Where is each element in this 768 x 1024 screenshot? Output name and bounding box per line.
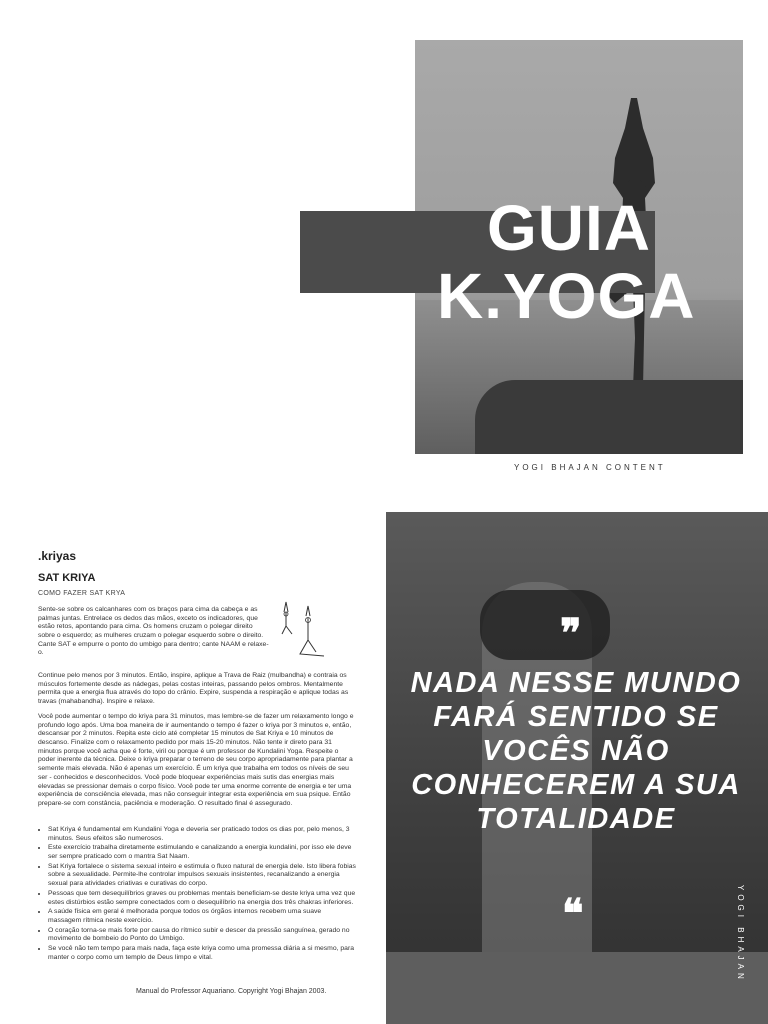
cover-title-line-1: GUIA [487, 192, 651, 264]
list-item: • O coração torna-se mais forte por causa do rítmico subir e descer da pressão sanguínea, gerado no movimento de bombeio do Ponto do Umbigo. [48, 927, 356, 944]
list-item: • Pessoas que tem desequilíbrios graves ou problemas mentais beneficiam-se deste kriya uma vez que estes distúrbios estão sempre conectados com o desequilíbrio na energia dos três chakras inferiores. [48, 890, 356, 907]
instruction-paragraph-2: Continue pelo menos por 3 minutos. Então, inspire, aplique a Trava de Raiz (mulbandha) e contraia os músculos fortemente desde as nádegas, pelas costas inteiras, passando pelos ombros. Mentalmente permita que a energia flua através do topo do crânio. Expire, suspenda a respiração e aplique todas as travas (mahabandha). Inspire e relaxe. [38, 672, 349, 706]
how-to-label: COMO FAZER SAT KRYA [38, 590, 126, 597]
list-item: • Se você não tem tempo para mais nada, faça este kriya como uma promessa diária a si mesmo, para manter o corpo como um templo de Deus limpo e vital. [48, 945, 356, 962]
kriya-title: SAT KRIYA [38, 572, 96, 584]
rock [475, 380, 743, 454]
copyright-footer: Manual do Professor Aquariano. Copyright Yogi Bhajan 2003. [136, 988, 327, 995]
quote-open-icon: ❞ [560, 610, 582, 657]
sat-kriya-pose-icon [278, 600, 340, 662]
instruction-paragraph-3: Você pode aumentar o tempo do kriya para 31 minutos, mas lembre-se de fazer um relaxamento longo e profundo logo após. Uma boa maneira de ir aumentando o tempo é fazer o kriya por 3 minutos e, então, descansar por 2 minutos. Repita este ciclo até completar 15 minutos de Sat Kriya e 10 minutos de descanso. Finalize com o relaxamento pedido por mais 15-20 minutos. Não tente ir direto para 31 minutos porque você acha que é forte, viril ou porque é um professor de Kundalini Yoga. Respeite o poder inerente da técnica. Deixe o kriya preparar o terreno de seu corpo apropriadamente para plantar a semente mais elevada. Não é apenas um exercício. É um kriya que trabalha em todos os níveis de seu ser - conhecidos e desconhecidos. Você pode bloquear experiências mais sutis das energias mais elevadas se pressionar demais o corpo físico. Você pode ter uma enorme corrente de energia e ter uma experiência de consciência elevada, mas não conseguir integrar esta experiência em sua psique. Então prepare-se com constância, paciência e moderação. O resultado final é assegurado. [38, 713, 354, 807]
floor [386, 952, 768, 1024]
yoga-figure-shorts [480, 590, 610, 660]
list-item: • Sat Kriya fortalece o sistema sexual inteiro e estimula o fluxo natural de energia dele. Isto libera fobias sobre a sexualidade. Permite-lhe controlar impulsos sexuais insistentes, recanalizando a energia sexual para atividades criativas e curativas do corpo. [48, 863, 356, 889]
list-item: • A saúde física em geral é melhorada porque todos os órgãos internos recebem uma suave massagem rítmica neste exercício. [48, 908, 356, 925]
benefits-list [38, 826, 356, 963]
cover-title-line-2: K.YOGA [437, 260, 696, 332]
quote-close-icon: ❝ [562, 890, 584, 937]
list-item: • Este exercício trabalha diretamente estimulando e canalizando a energia kundalini, por isso ele deve ser sempre praticado com o mantra Sat Naam. [48, 844, 356, 861]
cover-caption: YOGI BHAJAN CONTENT [514, 463, 666, 472]
section-heading: .kriyas [38, 549, 77, 563]
instruction-paragraph-1: Sente-se sobre os calcanhares com os braços para cima da cabeça e as palmas juntas. Entrelace os dedos das mãos, exceto os indicadores, que estão retos, apontando para cima. Os homens cruzam o polegar direito sobre o esquerdo; as mulheres cruzam o polegar esquerdo sobre o direito. Cante SAT e empurre o ponto do umbigo para dentro; cante NAAM e relaxe-o. [38, 606, 269, 657]
list-item: • Sat Kriya é fundamental em Kundalini Yoga e deveria ser praticado todos os dias por, pelo menos, 3 minutos. Seus efeitos são numerosos. [48, 826, 356, 843]
vertical-author-caption: YOGI BHAJAN [736, 885, 745, 983]
quote-text: NADA NESSE MUNDO FARÁ SENTIDO SE VOCÊS NÃO CONHECEREM A SUA TOTALIDADE [410, 667, 742, 835]
